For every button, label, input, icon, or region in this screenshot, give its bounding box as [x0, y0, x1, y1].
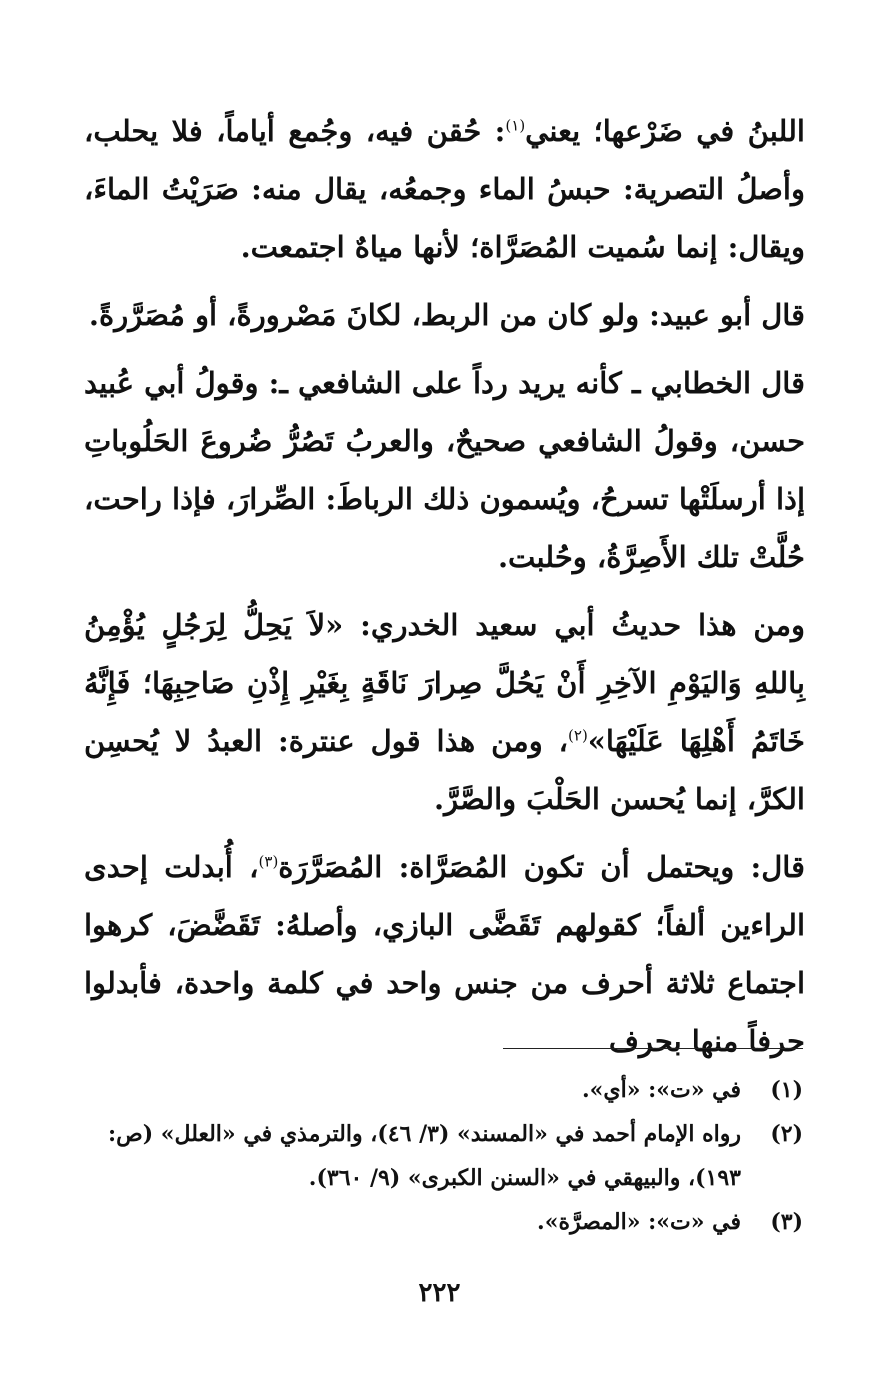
paragraph-1-text-b: : حُقن فيه، وجُمع أياماً، فلا يحلب، وأصلُ التصرية: حبسُ الماء وجمعُه، يقال منه: صَرَيْتُ الماءَ، ويقال: إنما سُميت المُصَرَّاة؛ لأنها مياهٌ اجتمعت.: [84, 114, 805, 264]
footnote-ref-3: (٣): [258, 852, 279, 871]
footnote-ref-2: (٢): [568, 726, 588, 745]
footnotes: [80, 1068, 803, 1244]
footnote-3-text: في «ت»: «المصرَّة».: [537, 1209, 741, 1235]
footnote-1-text: في «ت»: «أي».: [582, 1077, 741, 1103]
footnote-2: [80, 1112, 803, 1200]
paragraph-5: [84, 838, 805, 1070]
footnote-1: [80, 1068, 803, 1112]
paragraph-4-text-a: ومن هذا حديثُ أبي سعيد الخدري: «لاَ يَحِلُّ لِرَجُلٍ يُؤْمِنُ بِاللهِ وَاليَوْمِ الآخِرِ أَنْ يَحُلَّ صِرارَ نَاقَةٍ بِغَيْرِ إِذْنِ صَاحِبِهَا؛ فَإِنَّهُ خَاتَمُ أَهْلِهَا عَلَيْهَا»: [84, 608, 805, 758]
paragraph-4-text-b: ، ومن هذا قول عنترة: العبدُ لا يُحسِن الكرَّ، إنما يُحسن الحَلْبَ والصَّرَّ.: [84, 724, 805, 816]
paragraph-4: [84, 596, 805, 828]
paragraph-2: قال أبو عبيد: ولو كان من الربط، لكانَ مَصْرورةً، أو مُصَرَّرةً.: [88, 298, 805, 332]
footnote-ref-1: (١): [505, 116, 526, 135]
paragraph-5-text-a: قال: ويحتمل أن تكون المُصَرَّاة: المُصَرَّرَة: [278, 850, 805, 884]
paragraph-1-text-a: اللبنُ في ضَرْعها؛ يعني: [525, 114, 805, 148]
paragraph-5-text-b: ، أُبدلت إحدى الراءين ألفاً؛ كقولهم تَقَضَّى البازي، وأصلهُ: تَقَضَّضَ، كرهوا اجتماع ثلاثة أحرف من جنس واحد في كلمة واحدة، فأبدلوا حرفاً منها بحرف: [84, 850, 805, 1058]
main-text: [84, 102, 805, 1080]
footnote-separator: [503, 1048, 803, 1049]
paragraph-1: [84, 102, 805, 276]
footnote-3: [80, 1200, 803, 1244]
page-number: ٢٢٢: [418, 1278, 461, 1308]
footnote-1-number: (١): [770, 1077, 803, 1103]
footnote-2-number: (٢): [770, 1121, 803, 1147]
footnote-2-text: رواه الإمام أحمد في «المسند» (٣/ ٤٦)، والترمذي في «العلل» (ص: ١٩٣)، والبيهقي في «السنن الكبرى» (٩/ ٣٦٠).: [108, 1121, 741, 1191]
paragraph-3: قال الخطابي ـ كأنه يريد رداً على الشافعي ـ: وقولُ أبي عُبيد حسن، وقولُ الشافعي صحيحٌ، والعربُ تَصُرُّ ضُروعَ الحَلُوباتِ إذا أرسلَتْها تسرحُ، ويُسمون ذلك الرباطَ: الصِّرارَ، فإذا راحت، حُلَّتْ تلك الأَصِرَّةُ، وحُلبت.: [84, 366, 805, 574]
footnote-3-number: (٣): [770, 1209, 803, 1235]
